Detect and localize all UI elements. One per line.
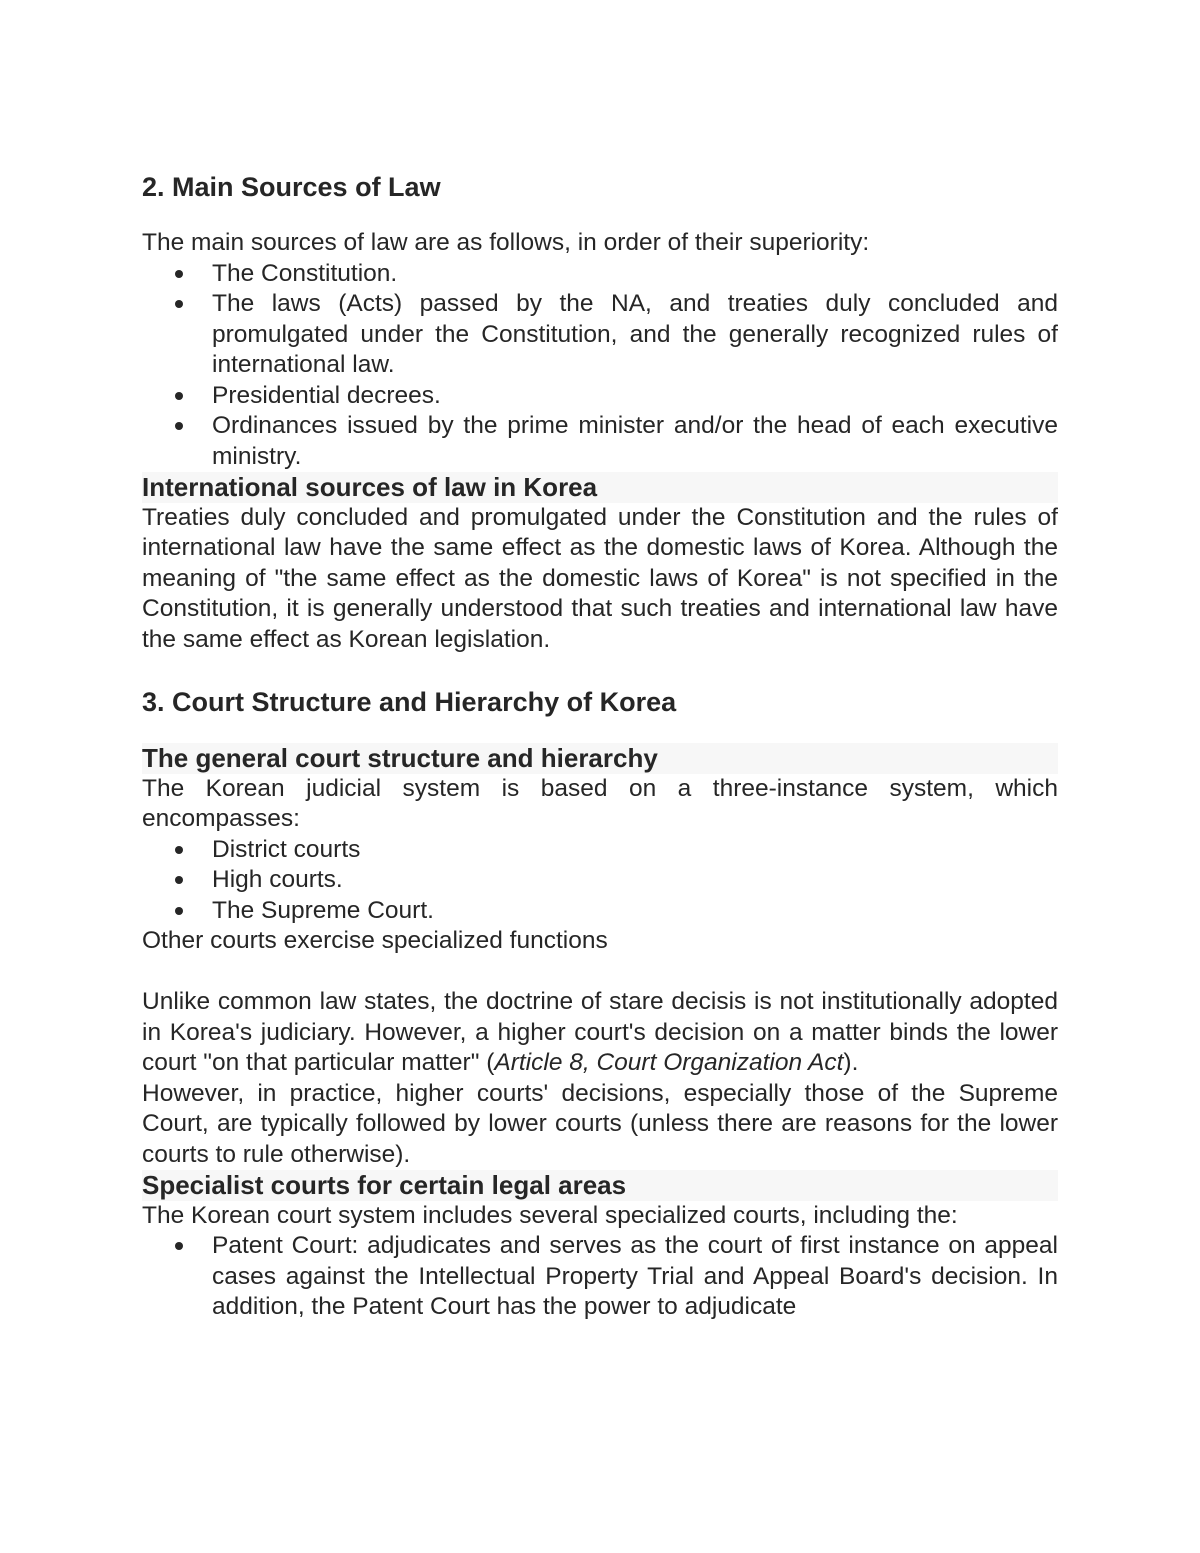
patent-court-text: Patent Court: adjudicates and serves as the court of first instance on appeal cases against the Intellectual Property Trial and Appeal Board's decision. In addition, the Patent Court has the power to adjudicate [212, 1232, 1058, 1320]
list-item: The Constitution. [212, 259, 1058, 290]
section-3-title: 3. Court Structure and Hierarchy of Korea [142, 687, 677, 717]
specialist-list [142, 1231, 1058, 1323]
citation: Article 8, Court Organization Act [494, 1049, 844, 1076]
international-text: Treaties duly concluded and promulgated under the Constitution and the rules of international law have the same effect as the domestic laws of Korea. Although the meaning of "the same effect as the domestic laws of Korea" is not specified in the Constitution, it is generally understood that such treaties and international law have the same effect as Korean legislation. [142, 503, 1058, 653]
section-2-title: 2. Main Sources of Law [142, 172, 441, 202]
specialist-intro: The Korean court system includes several specialized courts, including the: [142, 1201, 958, 1229]
document-page [142, 170, 1058, 1323]
list-item: Ordinances issued by the prime minister and/or the head of each executive ministry. [212, 411, 1058, 472]
list-item: District courts [212, 835, 1058, 866]
international-heading: International sources of law in Korea [142, 472, 1058, 503]
stare-decisis-after: ). [843, 1049, 859, 1076]
list-item: The laws (Acts) passed by the NA, and treaties duly concluded and promulgated under the Constitution, and the generally recognized rules of international law. [212, 289, 1058, 381]
list-item: High courts. [212, 865, 1058, 896]
sources-intro: The main sources of law are as follows, in order of their superiority: [142, 229, 870, 256]
paragraph-gap [142, 957, 1058, 988]
general-structure-intro: The Korean judicial system is based on a three-instance system, which encompasses: [142, 774, 1058, 832]
sources-list [142, 259, 1058, 473]
courts-list [142, 835, 1058, 927]
stare-decisis-before: Unlike common law states, the doctrine of stare decisis is not institutionally adopted in Korea's judiciary. However, a higher court's decision on a matter binds the lower court "on that particular matter" ( [142, 988, 1058, 1076]
other-courts-text: Other courts exercise specialized functions [142, 927, 608, 954]
general-structure-heading: The general court structure and hierarchy [142, 743, 1058, 774]
practice-text: However, in practice, higher courts' decisions, especially those of the Supreme Court, are typically followed by lower courts (unless there are reasons for the lower courts to rule otherwise). [142, 1079, 1058, 1168]
specialist-heading: Specialist courts for certain legal areas [142, 1170, 1058, 1201]
stare-decisis-text [142, 987, 1058, 1079]
list-item: Presidential decrees. [212, 381, 1058, 412]
list-item [212, 1231, 1058, 1323]
list-item: The Supreme Court. [212, 896, 1058, 927]
